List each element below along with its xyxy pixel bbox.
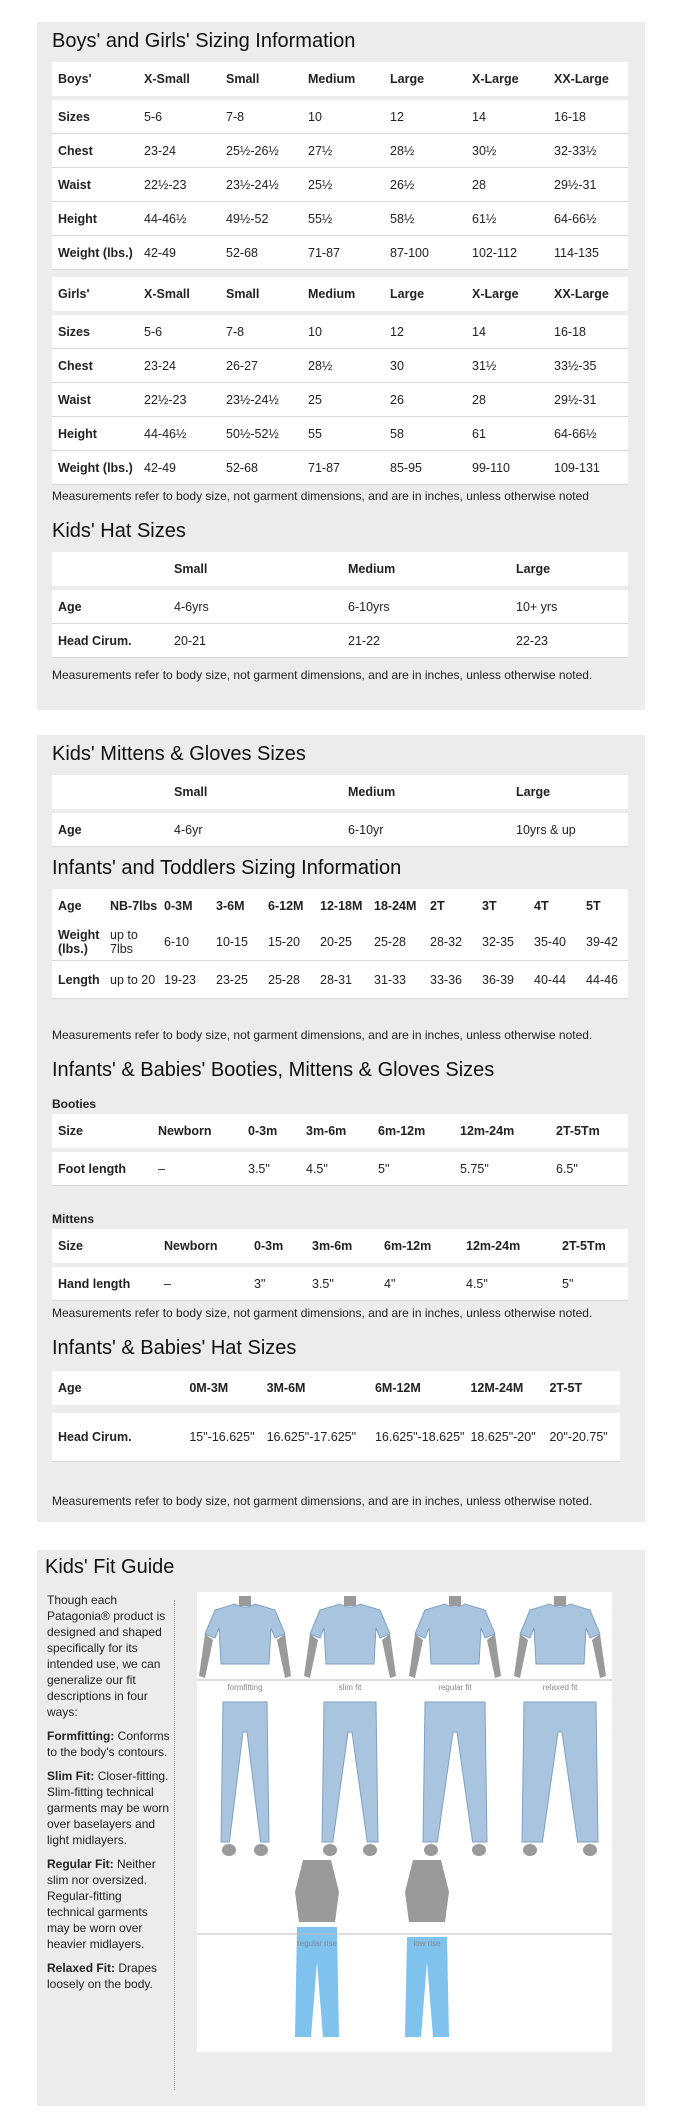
table-row [52,961,628,999]
fig-label-slim: slim fit [338,1683,362,1692]
hat-note: Measurements refer to body size, not garment dimensions, and are in inches, unless otherwise noted. [52,668,593,682]
arm-figure [409,1634,423,1678]
table-cell: 23-25 [210,961,262,999]
column-header: 4T [534,899,549,913]
table-cell: 19-23 [158,961,210,999]
table-row [52,236,628,270]
table-cell: – [152,1152,242,1186]
table-cell: 25 [302,383,384,417]
neck-figure [554,1596,566,1606]
table-cell: 30 [384,349,466,383]
table-cell: 42-49 [138,451,220,485]
column-header: Large [390,72,425,86]
table-cell: 25½-26½ [220,134,302,168]
column-header: Newborn [158,1124,212,1138]
table-cell: 22½-23 [138,168,220,202]
column-header: 0M-3M [189,1381,229,1395]
column-header: 6-12M [268,899,304,913]
table-cell: 64-66½ [548,202,628,236]
table-cell: 16-18 [548,100,628,134]
baby-hat-table [52,1371,620,1462]
column-header: Small [174,785,208,799]
table-cell: 10+ yrs [510,590,628,624]
arm-figure [487,1634,501,1678]
table-cell: 29½-31 [548,383,628,417]
table-cell: 18.625"-20" [464,1413,543,1462]
neck-figure [449,1596,461,1606]
table-cell: 23½-24½ [220,168,302,202]
table-row [52,417,628,451]
column-header: Small [174,562,208,576]
table-cell: 23½-24½ [220,383,302,417]
row-label: Weight (lbs.) [52,236,138,270]
table-cell: 6-10 [158,923,210,961]
column-header: 2T-5Tm [562,1239,606,1253]
row-label: Hand length [52,1267,158,1301]
kids-hat-table [52,552,628,658]
fit-item-formfitting [47,1728,172,1760]
table-cell: 15"-16.625" [183,1413,260,1462]
baby-hat-note: Measurements refer to body size, not garment dimensions, and are in inches, unless otherwise noted. [52,1494,593,1508]
table-cell: 52-68 [220,451,302,485]
section-title-fit-guide: Kids' Fit Guide [45,1556,175,1578]
fit-intro: Though each Patagonia® product is designed and shaped specifically for its intended use, we can generalize our fit descriptions in four ways: [47,1593,166,1719]
table-cell: 23-24 [138,349,220,383]
column-header: 6m-12m [384,1239,432,1253]
table-header-row [52,889,628,923]
arm-figure [514,1634,528,1678]
column-header: 12-18M [320,899,363,913]
table-header-row [52,1114,628,1148]
column-header: 6m-12m [378,1124,426,1138]
fit-figures-svg [197,1592,612,2052]
table-header-row [52,552,628,586]
fig-label-formfitting: formfitting [227,1683,263,1692]
column-header: XX-Large [554,287,609,301]
table-cell: 30½ [466,134,548,168]
table-cell: 99-110 [466,451,548,485]
section-title-hat: Kids' Hat Sizes [52,520,186,542]
girls-size-table [52,277,628,485]
table-cell: 3" [248,1267,306,1301]
table-row [52,1267,628,1301]
table-cell: 4.5" [460,1267,556,1301]
table-cell: 25-28 [262,961,314,999]
table-cell: 49½-52 [220,202,302,236]
table-cell: 16.625"-17.625" [261,1413,369,1462]
row-label: Weight (lbs.) [52,923,104,961]
table-cell: 33½-35 [548,349,628,383]
row-label: Sizes [52,100,138,134]
table-cell: 31-33 [368,961,424,999]
column-header: X-Small [144,72,190,86]
fit-term: Formfitting: [47,1729,115,1743]
table-cell: 27½ [302,134,384,168]
pants-figure [322,1702,378,1842]
column-header: 3-6M [216,899,245,913]
table-cell: 31½ [466,349,548,383]
fit-item-slim [47,1768,172,1848]
column-header: 0-3m [248,1124,278,1138]
foot-figure [254,1844,268,1856]
table-row [52,168,628,202]
row-label: Height [52,417,138,451]
column-header: Medium [348,785,396,799]
row-label: Chest [52,349,138,383]
table-cell: 16.625"-18.625" [369,1413,465,1462]
infant-sizing-panel [37,735,645,1522]
arm-figure [304,1634,318,1678]
foot-figure [222,1844,236,1856]
table-cell: 71-87 [302,236,384,270]
table-cell: 64-66½ [548,417,628,451]
row-label: Weight (lbs.) [52,451,138,485]
table-cell: 35-40 [528,923,580,961]
table-cell: 44-46 [580,961,628,999]
table-cell: 4" [378,1267,460,1301]
fig-label-regular: regular fit [438,1683,472,1692]
table-row [52,923,628,961]
fit-item-regular [47,1856,172,1952]
table-cell: 15-20 [262,923,314,961]
column-header: Medium [348,562,396,576]
table-cell: 28½ [384,134,466,168]
fit-term: Relaxed Fit: [47,1961,116,1975]
table-row [52,202,628,236]
table-cell: 50½-52½ [220,417,302,451]
fit-desc: Neither slim nor oversized. Regular-fitting technical garments may be worn over heavier midlayers. [47,1857,156,1951]
shirt-figure [520,1604,600,1664]
section-title-baby-hat: Infants' & Babies' Hat Sizes [52,1337,297,1359]
table-cell: 102-112 [466,236,548,270]
table-cell: 20"-20.75" [543,1413,620,1462]
column-header: 0-3m [254,1239,284,1253]
table-cell: 7-8 [220,100,302,134]
column-header: 3T [482,899,497,913]
foot-figure [323,1844,337,1856]
table-row [52,624,628,658]
row-label: Length [52,961,104,999]
table-cell: 32-35 [476,923,528,961]
table-cell: 26-27 [220,349,302,383]
fit-desc: Closer-fitting. Slim-fitting technical garments may be worn over baselayers and light midlayers. [47,1769,170,1847]
kids-mittens-table [52,775,628,847]
column-header: X-Small [144,287,190,301]
row-label: Age [52,590,168,624]
table-cell: 3.5" [242,1152,300,1186]
column-header: 2T-5T [549,1381,583,1395]
table-row [52,134,628,168]
column-header: Small [226,287,260,301]
column-header: 3m-6m [312,1239,353,1253]
column-header: X-Large [472,287,519,301]
table-row [52,315,628,349]
fit-item-relaxed [47,1960,172,1992]
table-header-row [52,775,628,809]
rise-label-regular: regular rise [296,1939,338,1948]
table-cell: 10yrs & up [510,813,628,847]
table-row [52,349,628,383]
table-header-row [52,1229,628,1263]
table-cell: 58 [384,417,466,451]
fit-term: Regular Fit: [47,1857,114,1871]
table-header-row [52,277,628,311]
row-header: Boys' [58,72,92,86]
table-cell: 55½ [302,202,384,236]
row-header: Size [58,1124,84,1138]
table-cell: 6.5" [550,1152,628,1186]
row-label: Foot length [52,1152,152,1186]
table-cell: 22-23 [510,624,628,658]
table-row [52,100,628,134]
baby-mittens-table [52,1229,628,1301]
table-cell: 12 [384,100,466,134]
divider [174,1600,175,2090]
table-cell: 21-22 [342,624,510,658]
neck-figure [239,1596,251,1606]
fit-illustration [197,1592,612,2052]
column-header: Large [516,562,551,576]
table-cell: 3.5" [306,1267,378,1301]
section-title-mittens: Kids' Mittens & Gloves Sizes [52,743,306,765]
arm-figure [592,1634,606,1678]
table-row [52,813,628,847]
table-cell: 14 [466,100,548,134]
fit-guide-panel [37,1550,645,2106]
row-label: Head Cirum. [52,624,168,658]
table-cell: 29½-31 [548,168,628,202]
shirt-figure [205,1604,285,1664]
column-header: XX-Large [554,72,609,86]
column-header: 12m-24m [466,1239,521,1253]
column-header: 3M-6M [266,1381,306,1395]
section-title-booties: Infants' & Babies' Booties, Mittens & Gloves Sizes [52,1059,495,1081]
table-row [52,1152,628,1186]
row-label: Height [52,202,138,236]
fit-term: Slim Fit: [47,1769,95,1783]
row-label: Waist [52,168,138,202]
table-cell: 10 [302,100,384,134]
foot-figure [523,1844,537,1856]
table-cell: 109-131 [548,451,628,485]
table-cell: 40-44 [528,961,580,999]
section-title-infants: Infants' and Toddlers Sizing Information [52,857,402,879]
column-header: Newborn [164,1239,218,1253]
table-cell: – [158,1267,248,1301]
table-cell: 6-10yr [342,813,510,847]
column-header: 2T-5Tm [556,1124,600,1138]
table-cell: 22½-23 [138,383,220,417]
table-cell: 28-31 [314,961,368,999]
torso-figure [405,1860,449,1922]
row-label: Waist [52,383,138,417]
fit-desc: Conforms to the body's contours. [47,1729,170,1759]
foot-figure [583,1844,597,1856]
infants-note: Measurements refer to body size, not garment dimensions, and are in inches, unless otherwise noted. [52,1028,593,1042]
row-header [52,775,168,809]
table-cell: 26½ [384,168,466,202]
column-header: 0-3M [164,899,193,913]
column-header: 2T [430,899,445,913]
row-label: Chest [52,134,138,168]
table-cell: 14 [466,315,548,349]
pants-figure [522,1702,598,1842]
table-cell: 52-68 [220,236,302,270]
table-cell: 20-21 [168,624,342,658]
arm-figure [199,1634,213,1678]
column-header: Small [226,72,260,86]
arm-figure [382,1634,396,1678]
table-cell: 71-87 [302,451,384,485]
table-cell: 28 [466,383,548,417]
column-header: Large [390,287,425,301]
table-cell: 4-6yrs [168,590,342,624]
table-cell: 20-25 [314,923,368,961]
column-header: 18-24M [374,899,417,913]
column-header: Large [516,785,551,799]
foot-figure [472,1844,486,1856]
table-cell: 7-8 [220,315,302,349]
table-cell: 42-49 [138,236,220,270]
table-cell: 55 [302,417,384,451]
column-header: 12m-24m [460,1124,515,1138]
booties-label: Booties [52,1097,97,1111]
column-header: 3m-6m [306,1124,347,1138]
foot-figure [363,1844,377,1856]
table-cell: 6-10yrs [342,590,510,624]
kids-sizing-panel [37,22,645,710]
table-cell: 25½ [302,168,384,202]
column-header: NB-7lbs [110,899,158,913]
table-cell: up to 7lbs [104,923,158,961]
table-cell: 85-95 [384,451,466,485]
table-cell: 61 [466,417,548,451]
column-header: 6M-12M [374,1381,421,1395]
fig-label-relaxed: relaxed fit [542,1683,578,1692]
table-row [52,383,628,417]
table-cell: 10-15 [210,923,262,961]
table-cell: 5-6 [138,100,220,134]
pants-figure [423,1702,487,1842]
infants-size-table [52,889,628,999]
row-header: Age [58,899,82,913]
booties-table [52,1114,628,1186]
row-header: Girls' [58,287,90,301]
row-label: Sizes [52,315,138,349]
table-cell: 39-42 [580,923,628,961]
table-cell: up to 20 [104,961,158,999]
row-header: Age [58,1381,82,1395]
row-label: Head Cirum. [52,1413,183,1462]
rise-label-low: low rise [413,1939,441,1948]
mittens-label: Mittens [52,1212,94,1226]
table-row [52,590,628,624]
table-cell: 16-18 [548,315,628,349]
arm-figure [277,1634,291,1678]
column-header: 12M-24M [470,1381,524,1395]
boys-size-table [52,62,628,270]
row-label: Age [52,813,168,847]
table-cell: 44-46½ [138,202,220,236]
column-header: Medium [308,72,356,86]
table-cell: 28-32 [424,923,476,961]
column-header: 5T [586,899,601,913]
table-cell: 5.75" [454,1152,550,1186]
table-cell: 23-24 [138,134,220,168]
table-cell: 58½ [384,202,466,236]
table-cell: 5" [372,1152,454,1186]
neck-figure [344,1596,356,1606]
table-cell: 36-39 [476,961,528,999]
table-cell: 114-135 [548,236,628,270]
table-header-row [52,1371,620,1405]
sizing-note: Measurements refer to body size, not garment dimensions, and are in inches, unless otherwise noted [52,489,589,503]
table-cell: 12 [384,315,466,349]
table-cell: 5-6 [138,315,220,349]
table-cell: 26 [384,383,466,417]
table-row [52,1413,620,1462]
table-row [52,451,628,485]
table-header-row [52,62,628,96]
table-cell: 10 [302,315,384,349]
table-cell: 61½ [466,202,548,236]
torso-figure [295,1860,339,1922]
table-cell: 4.5" [300,1152,372,1186]
section-title-boys-girls: Boys' and Girls' Sizing Information [52,30,356,52]
column-header: Medium [308,287,356,301]
column-header: X-Large [472,72,519,86]
shirt-figure [310,1604,390,1664]
table-cell: 28 [466,168,548,202]
table-cell: 28½ [302,349,384,383]
table-cell: 4-6yr [168,813,342,847]
foot-figure [424,1844,438,1856]
rise-pants-figure [405,1937,449,2037]
table-cell: 5" [556,1267,628,1301]
table-cell: 87-100 [384,236,466,270]
fit-desc: Drapes loosely on the body. [47,1961,158,1991]
row-header: Size [58,1239,84,1253]
row-header [52,552,168,586]
table-cell: 25-28 [368,923,424,961]
table-cell: 33-36 [424,961,476,999]
fit-guide-text [47,1592,172,2000]
pants-figure [221,1702,269,1842]
shirt-figure [415,1604,495,1664]
table-cell: 44-46½ [138,417,220,451]
booties-note: Measurements refer to body size, not garment dimensions, and are in inches, unless otherwise noted. [52,1306,593,1320]
table-cell: 32-33½ [548,134,628,168]
